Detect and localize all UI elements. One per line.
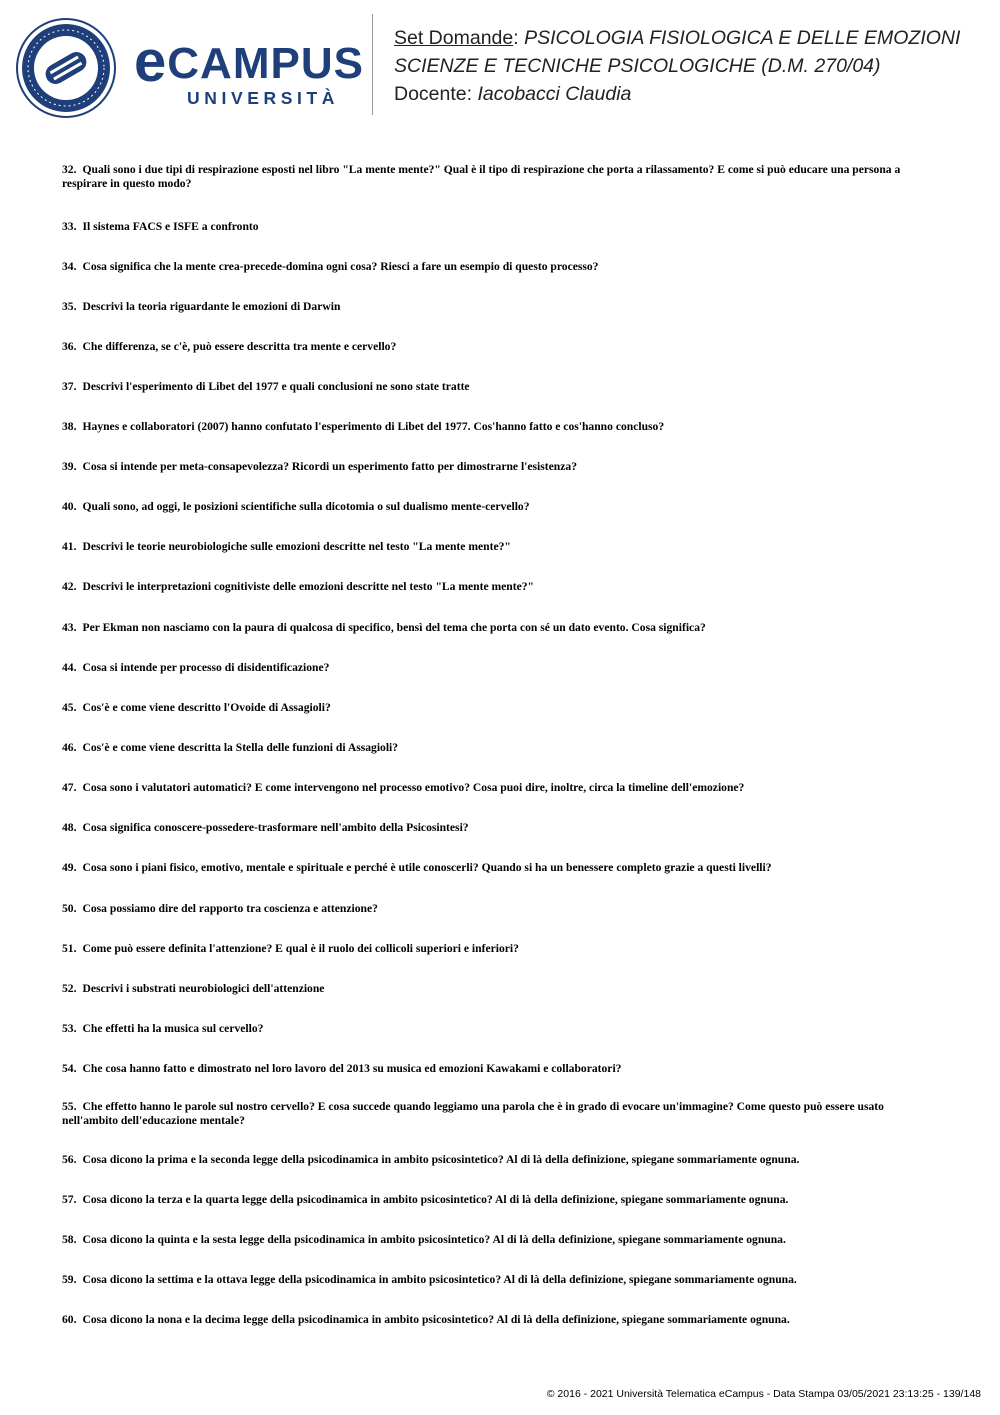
question-item [62, 220, 942, 234]
question-item [62, 661, 942, 675]
question-number: 33. [62, 220, 77, 233]
question-number: 46. [62, 741, 77, 754]
question-number: 47. [62, 781, 77, 794]
question-item [62, 861, 942, 875]
question-item [62, 942, 942, 956]
question-item [62, 540, 942, 554]
question-text: Cosa significa conoscere-possedere-trasformare nell'ambito della Psicosintesi? [82, 821, 469, 834]
question-text: Il sistema FACS e ISFE a confronto [82, 220, 259, 233]
question-number: 52. [62, 982, 77, 995]
question-text: Per Ekman non nasciamo con la paura di qualcosa di specifico, bensì del tema che porta con sé un dato evento. Cosa significa? [82, 621, 706, 634]
question-text: Cosa dicono la terza e la quarta legge della psicodinamica in ambito psicosintetico? Al di là della definizione, spiegane sommariamente ognuna. [82, 1193, 789, 1206]
question-text: Cosa possiamo dire del rapporto tra coscienza e attenzione? [82, 902, 378, 915]
question-number: 35. [62, 300, 77, 313]
question-text: Descrivi l'esperimento di Libet del 1977 e quali conclusioni ne sono state tratte [82, 380, 470, 393]
question-number: 48. [62, 821, 77, 834]
question-item [62, 1273, 942, 1287]
docente-label: Docente: [394, 83, 478, 105]
question-number: 56. [62, 1153, 77, 1166]
question-text: Cos'è e come viene descritta la Stella delle funzioni di Assagioli? [82, 741, 399, 754]
ecampus-emblem-icon [16, 18, 116, 118]
question-item [62, 163, 942, 191]
question-item [62, 1100, 942, 1128]
question-item [62, 460, 942, 474]
question-text: Quali sono i due tipi di respirazione esposti nel libro "La mente mente?" Qual è il tipo di respirazione che porta a rilassamento? E come si può educare una persona a respirare in questo modo? [62, 163, 901, 190]
question-number: 58. [62, 1233, 77, 1246]
question-item [62, 781, 942, 795]
question-text: Cosa dicono la quinta e la sesta legge della psicodinamica in ambito psicosintetico? Al di là della definizione, spiegane sommariamente ognuna. [82, 1233, 786, 1246]
degree-title: SCIENZE E TECNICHE PSICOLOGICHE (D.M. 270/04) [394, 55, 881, 77]
page-footer: © 2016 - 2021 Università Telematica eCampus - Data Stampa 03/05/2021 23:13:25 - 139/148 [546, 1388, 981, 1400]
logo-subtitle: UNIVERSITÀ [187, 88, 339, 108]
question-item [62, 821, 942, 835]
question-number: 38. [62, 420, 77, 433]
set-label: Set Domande [394, 27, 514, 49]
header-divider [372, 14, 373, 115]
question-item [62, 1022, 942, 1036]
question-number: 40. [62, 500, 77, 513]
question-number: 55. [62, 1100, 77, 1113]
question-item [62, 621, 942, 635]
question-text: Quali sono, ad oggi, le posizioni scientifiche sulla dicotomia o sul dualismo mente-cervello? [82, 500, 530, 513]
question-item [62, 1313, 942, 1327]
course-title: PSICOLOGIA FISIOLOGICA E DELLE EMOZIONI [524, 27, 961, 49]
question-number: 49. [62, 861, 77, 874]
question-number: 44. [62, 661, 77, 674]
question-number: 59. [62, 1273, 77, 1286]
question-number: 37. [62, 380, 77, 393]
question-number: 53. [62, 1022, 77, 1035]
question-number: 41. [62, 540, 77, 553]
question-text: Cosa si intende per processo di disidentificazione? [82, 661, 330, 674]
question-item [62, 500, 942, 514]
question-text: Cosa dicono la settima e la ottava legge della psicodinamica in ambito psicosintetico? Al di là della definizione, spiegane sommariamente ognuna. [82, 1273, 797, 1286]
docente-name: Iacobacci Claudia [477, 83, 632, 105]
question-text: Cosa dicono la nona e la decima legge della psicodinamica in ambito psicosintetico? Al di là della definizione, spiegane sommariamente ognuna. [82, 1313, 790, 1326]
question-item [62, 701, 942, 715]
question-item [62, 420, 942, 434]
header-info: Set Domande: PSICOLOGIA FISIOLOGICA E DELLE EMOZIONI SCIENZE E TECNICHE PSICOLOGICHE (D.M. 270/04) Docente: Iacobacci Claudia [394, 27, 961, 105]
page-header [0, 0, 1000, 130]
question-item [62, 982, 942, 996]
question-item [62, 1153, 942, 1167]
question-text: Come può essere definita l'attenzione? E qual è il ruolo dei collicoli superiori e inferiori? [82, 942, 519, 955]
question-number: 34. [62, 260, 77, 273]
question-item [62, 1233, 942, 1247]
question-number: 39. [62, 460, 77, 473]
question-number: 42. [62, 580, 77, 593]
question-item [62, 1062, 942, 1076]
question-text: Cosa sono i valutatori automatici? E come intervengono nel processo emotivo? Cosa puoi dire, inoltre, circa la timeline dell'emozione? [82, 781, 745, 794]
question-item [62, 380, 942, 394]
question-number: 32. [62, 163, 77, 176]
question-text: Che effetti ha la musica sul cervello? [82, 1022, 264, 1035]
question-number: 43. [62, 621, 77, 634]
question-number: 54. [62, 1062, 77, 1075]
question-number: 50. [62, 902, 77, 915]
question-item [62, 340, 942, 354]
question-text: Descrivi le interpretazioni cognitiviste delle emozioni descritte nel testo "La mente mente?" [82, 580, 534, 593]
question-number: 60. [62, 1313, 77, 1326]
question-text: Descrivi i substrati neurobiologici dell'attenzione [82, 982, 325, 995]
question-text: Descrivi la teoria riguardante le emozioni di Darwin [82, 300, 341, 313]
question-number: 57. [62, 1193, 77, 1206]
question-text: Cosa dicono la prima e la seconda legge della psicodinamica in ambito psicosintetico? Al di là della definizione, spiegane sommariamente ognuna. [82, 1153, 800, 1166]
question-text: Cosa sono i piani fisico, emotivo, mentale e spirituale e perché è utile conoscerli? Quando si ha un benessere completo grazie a questi livelli? [82, 861, 772, 874]
question-text: Cosa significa che la mente crea-precede-domina ogni cosa? Riesci a fare un esempio di questo processo? [82, 260, 599, 273]
question-number: 51. [62, 942, 77, 955]
question-text: Che differenza, se c'è, può essere descritta tra mente e cervello? [82, 340, 397, 353]
question-text: Descrivi le teorie neurobiologiche sulle emozioni descritte nel testo "La mente mente?" [82, 540, 511, 553]
question-text: Che cosa hanno fatto e dimostrato nel loro lavoro del 2013 su musica ed emozioni Kawakami e collaboratori? [82, 1062, 622, 1075]
question-item [62, 1193, 942, 1207]
question-item [62, 580, 942, 594]
question-text: Cos'è e come viene descritto l'Ovoide di Assagioli? [82, 701, 331, 714]
question-text: Haynes e collaboratori (2007) hanno confutato l'esperimento di Libet del 1977. Cos'hanno fatto e cos'hanno concluso? [82, 420, 665, 433]
question-item [62, 300, 942, 314]
question-item [62, 260, 942, 274]
ecampus-logo-text: eCAMPUS [134, 29, 364, 94]
question-number: 36. [62, 340, 77, 353]
question-item [62, 902, 942, 916]
question-item [62, 741, 942, 755]
question-text: Cosa si intende per meta-consapevolezza? Ricordi un esperimento fatto per dimostrarne l'esistenza? [82, 460, 577, 473]
question-number: 45. [62, 701, 77, 714]
question-text: Che effetto hanno le parole sul nostro cervello? E cosa succede quando leggiamo una parola che è in grado di evocare un'immagine? Come questo può essere usato nell'ambito dell'educazione mentale? [62, 1100, 884, 1127]
